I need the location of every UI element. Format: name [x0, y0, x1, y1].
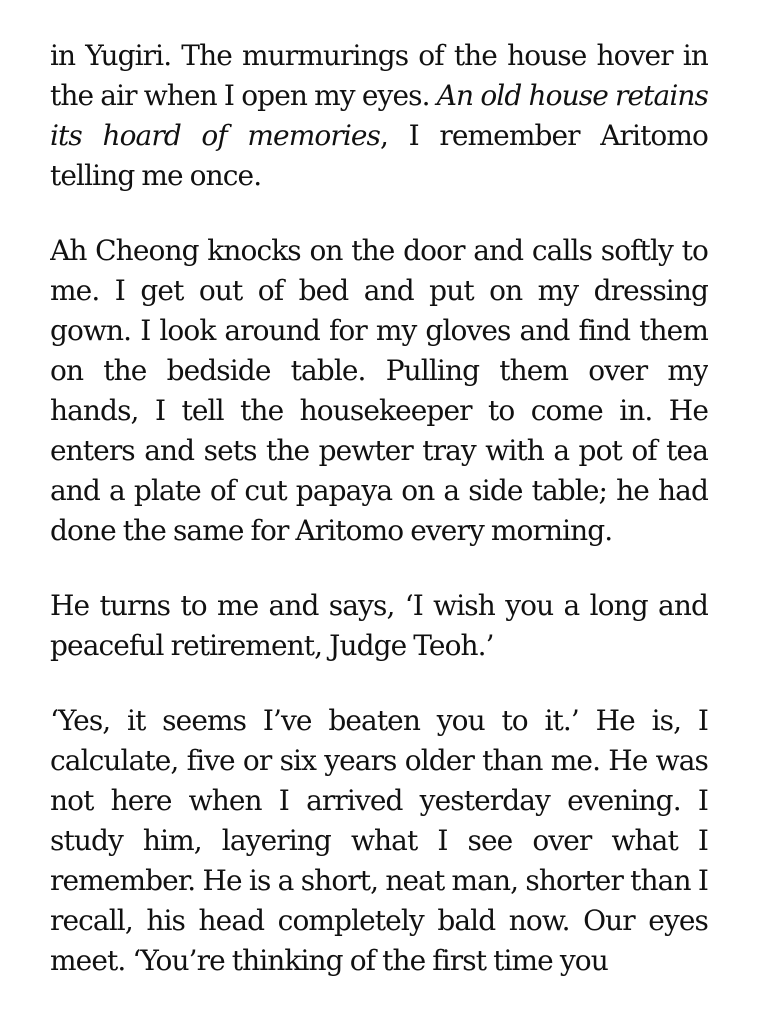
paragraph-1 [50, 36, 708, 196]
paragraph-4: ‘Yes, it seems I’ve beaten you to it.’ He is, I calculate, five or six years older than me. He was not here when I arrived yesterday evening. I study him, layering what I see over what I remember. He is a short, neat man, shorter than I recall, his head completely bald now. Our eyes meet. ‘You’re thinking of the first time you [50, 704, 708, 976]
paragraph-3: He turns to me and says, ‘I wish you a long and peaceful retirement, Judge Teoh.’ [50, 589, 708, 662]
paragraph-1-italic-phrase: An old house retains its hoard of memories [50, 79, 708, 152]
paragraph-2: Ah Cheong knocks on the door and calls softly to me. I get out of bed and put on my dressing gown. I look around for my gloves and find them on the bedside table. Pulling them over my hands, I tell the housekeeper to come in. He enters and sets the pewter tray with a pot of tea and a plate of cut papaya on a side table; he had done the same for Aritomo every morning. [50, 234, 708, 547]
book-page [50, 36, 708, 976]
paragraph-1-text-before: in Yugiri. The murmurings of the house hover in the air when I open my eyes. [50, 39, 708, 112]
paragraph-1-text-after: , I remember Aritomo telling me once. [50, 119, 708, 192]
